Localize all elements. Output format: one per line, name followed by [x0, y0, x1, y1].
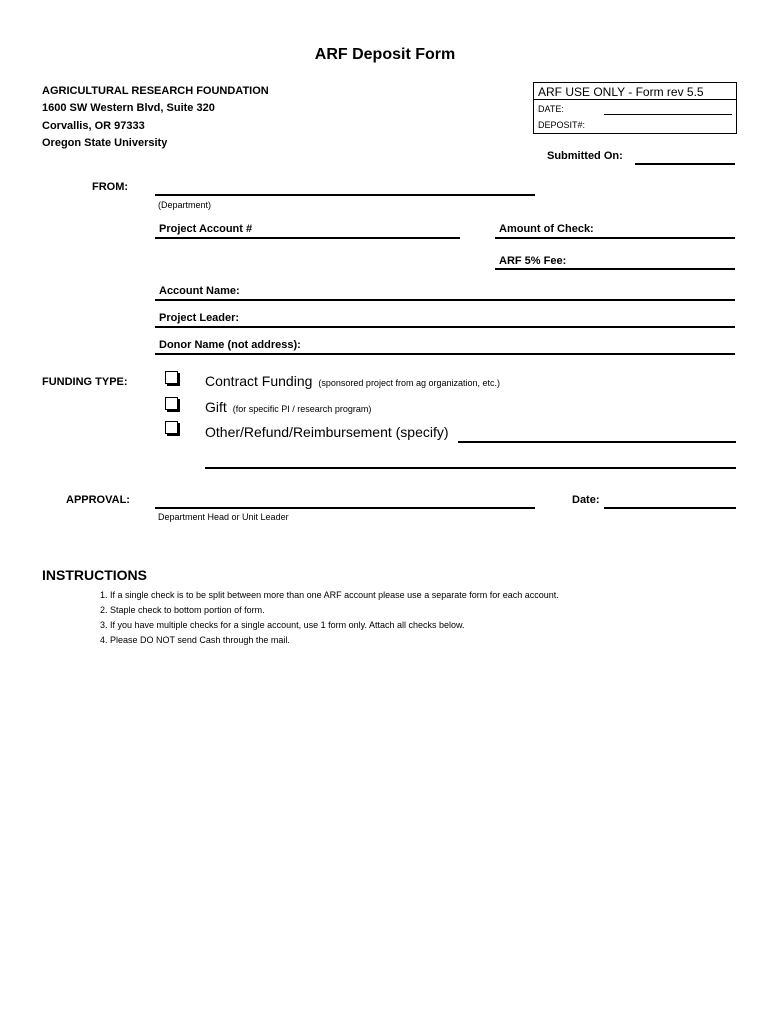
other-checkbox[interactable] — [165, 421, 178, 434]
arf-box-divider — [534, 99, 736, 100]
other-option — [205, 424, 449, 440]
approval-date-label: Date: — [572, 494, 600, 506]
approval-label: APPROVAL: — [66, 494, 130, 506]
arf-use-only-box — [533, 82, 737, 134]
department-hint: (Department) — [158, 200, 212, 210]
gift-checkbox[interactable] — [165, 397, 178, 410]
form-title: ARF Deposit Form — [314, 46, 456, 63]
org-name: AGRICULTURAL RESEARCH FOUNDATION — [42, 85, 269, 97]
instruction-item: 1. If a single check is to be split between more than one ARF account please use a separate form for each account. — [100, 590, 559, 600]
gift-label: Gift — [205, 399, 227, 415]
amount-of-check-label: Amount of Check: — [499, 223, 594, 235]
from-label: FROM: — [92, 181, 129, 193]
approval-hint: Department Head or Unit Leader — [158, 512, 289, 522]
org-address-line-1: 1600 SW Western Blvd, Suite 320 — [42, 102, 215, 114]
donor-name-label: Donor Name (not address): — [159, 339, 301, 351]
instructions-list — [100, 588, 559, 648]
gift-option — [205, 399, 371, 415]
donor-name-field[interactable] — [155, 353, 735, 355]
contract-funding-label: Contract Funding — [205, 373, 313, 389]
other-specify-field[interactable] — [458, 441, 736, 443]
instructions-heading: INSTRUCTIONS — [42, 567, 147, 583]
arf-deposit-label: DEPOSIT#: — [538, 120, 586, 130]
instruction-item: 2. Staple check to bottom portion of form. — [100, 605, 265, 615]
contract-funding-note: (sponsored project from ag organization, etc.) — [318, 378, 500, 388]
arf-fee-label: ARF 5% Fee: — [499, 255, 567, 267]
project-leader-field[interactable] — [155, 326, 735, 328]
contract-funding-checkbox[interactable] — [165, 371, 178, 384]
org-university: Oregon State University — [42, 137, 168, 149]
other-label: Other/Refund/Reimbursement (specify) — [205, 424, 449, 440]
other-specify-field-line-2[interactable] — [205, 467, 736, 469]
contract-funding-option — [205, 373, 500, 389]
project-leader-label: Project Leader: — [159, 312, 240, 324]
approval-signature-field[interactable] — [155, 507, 535, 509]
arf-date-field[interactable] — [604, 114, 732, 115]
submitted-on-label: Submitted On: — [547, 150, 623, 162]
submitted-on-field[interactable] — [635, 163, 735, 165]
from-department-field[interactable] — [155, 194, 535, 196]
instruction-item: 3. If you have multiple checks for a single account, use 1 form only. Attach all checks below. — [100, 620, 465, 630]
arf-date-label: DATE: — [538, 104, 564, 114]
account-name-label: Account Name: — [159, 285, 240, 297]
arf-fee-field[interactable] — [495, 268, 735, 270]
amount-of-check-field[interactable] — [495, 237, 735, 239]
arf-use-only-header: ARF USE ONLY - Form rev 5.5 — [538, 85, 704, 99]
gift-note: (for specific PI / research program) — [232, 404, 372, 414]
instruction-item: 4. Please DO NOT send Cash through the mail. — [100, 635, 290, 645]
funding-type-label: FUNDING TYPE: — [42, 376, 128, 388]
account-name-field[interactable] — [155, 299, 735, 301]
approval-date-field[interactable] — [604, 507, 736, 509]
project-account-field[interactable] — [155, 237, 460, 239]
project-account-label: Project Account # — [159, 223, 253, 235]
org-address-line-2: Corvallis, OR 97333 — [42, 120, 145, 132]
